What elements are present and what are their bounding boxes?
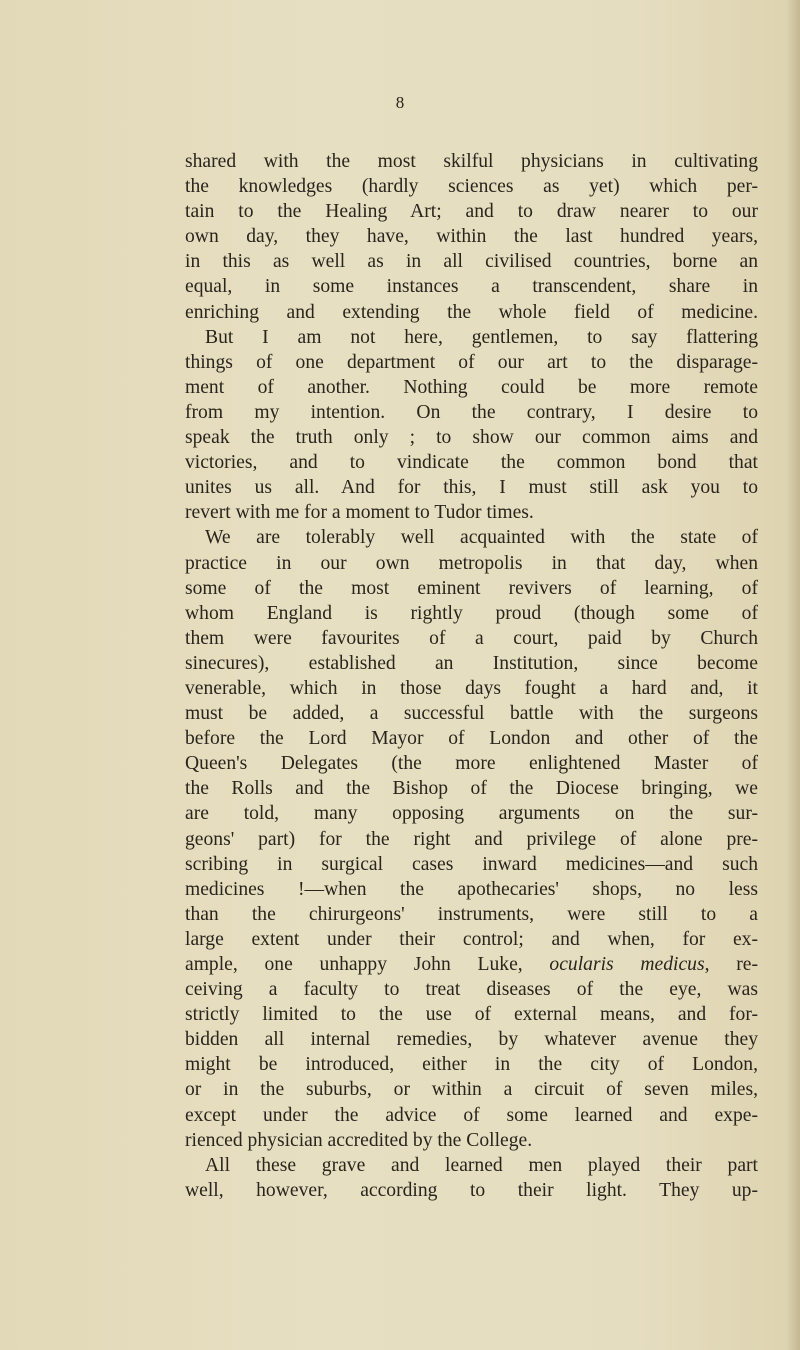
text-line: well, however, according to their light. They up-: [185, 1179, 758, 1201]
text-line: than the chirurgeons' instruments, were still to a: [185, 903, 758, 925]
text-line: large extent under their control; and when, for ex-: [185, 928, 758, 950]
text-line: from my intention. On the contrary, I desire to: [185, 401, 758, 423]
text-line: revert with me for a moment to Tudor times.: [185, 502, 534, 524]
text-line: enriching and extending the whole field of medicine.: [185, 301, 758, 323]
text-line: strictly limited to the use of external means, and for-: [185, 1004, 758, 1026]
text-line: whom England is rightly proud (though some of: [185, 602, 758, 624]
text-line: practice in our own metropolis in that day, when: [185, 552, 758, 574]
text-line: scribing in surgical cases inward medicines—and such: [185, 853, 758, 875]
text-line: venerable, which in those days fought a hard and, it: [185, 677, 758, 699]
text-line: before the Lord Mayor of London and other of the: [185, 728, 758, 750]
page-edge-shadow: [786, 0, 800, 1350]
text-line: shared with the most skilful physicians in cultivating: [185, 151, 758, 172]
text-line: own day, they have, within the last hundred years,: [185, 226, 758, 248]
text-line: except under the advice of some learned and expe-: [185, 1104, 758, 1126]
text-line: ceiving a faculty to treat diseases of the eye, was: [185, 979, 758, 1001]
text-line-segment: , re-: [704, 954, 758, 975]
text-line: But I am not here, gentlemen, to say flattering: [205, 326, 758, 348]
text-line: sinecures), established an Institution, since become: [185, 652, 758, 674]
text-line: Queen's Delegates (the more enlightened Master of: [185, 753, 758, 775]
text-line: medicines !—when the apothecaries' shops, no less: [185, 878, 758, 900]
text-line: or in the suburbs, or within a circuit of seven miles,: [185, 1079, 758, 1101]
text-line: them were favourites of a court, paid by Church: [185, 627, 758, 649]
text-line: ment of another. Nothing could be more remote: [185, 376, 758, 398]
text-line: the Rolls and the Bishop of the Diocese bringing, we: [185, 778, 758, 800]
text-line: equal, in some instances a transcendent, share in: [185, 276, 758, 298]
text-line: some of the most eminent revivers of learning, of: [185, 577, 758, 599]
text-line: unites us all. And for this, I must still ask you to: [185, 477, 758, 499]
text-line: speak the truth only ; to show our common aims and: [185, 427, 758, 449]
page-number: 8: [395, 93, 405, 112]
text-line: [185, 952, 758, 977]
text-line: the knowledges (hardly sciences as yet) which per-: [185, 176, 758, 198]
text-line: must be added, a successful battle with the surgeons: [185, 703, 758, 725]
italic-phrase: ocularis medicus: [549, 954, 705, 975]
text-line: things of one department of our art to the disparage-: [185, 351, 758, 373]
text-line: victories, and to vindicate the common bond that: [185, 452, 758, 474]
text-line: in this as well as in all civilised countries, borne an: [185, 251, 758, 273]
text-line: are told, many opposing arguments on the sur-: [185, 803, 758, 825]
text-line: We are tolerably well acquainted with the state of: [205, 527, 758, 549]
text-line: tain to the Healing Art; and to draw nearer to our: [185, 201, 758, 223]
text-line: might be introduced, either in the city of London,: [185, 1054, 758, 1076]
text-line-segment: ample, one unhappy John Luke,: [185, 954, 550, 975]
text-line: rienced physician accredited by the College.: [185, 1129, 533, 1151]
text-line: geons' part) for the right and privilege of alone pre-: [185, 828, 758, 850]
text-line: bidden all internal remedies, by whatever avenue they: [185, 1029, 758, 1051]
text-line: All these grave and learned men played their part: [205, 1154, 758, 1176]
body-text: [185, 149, 758, 1203]
